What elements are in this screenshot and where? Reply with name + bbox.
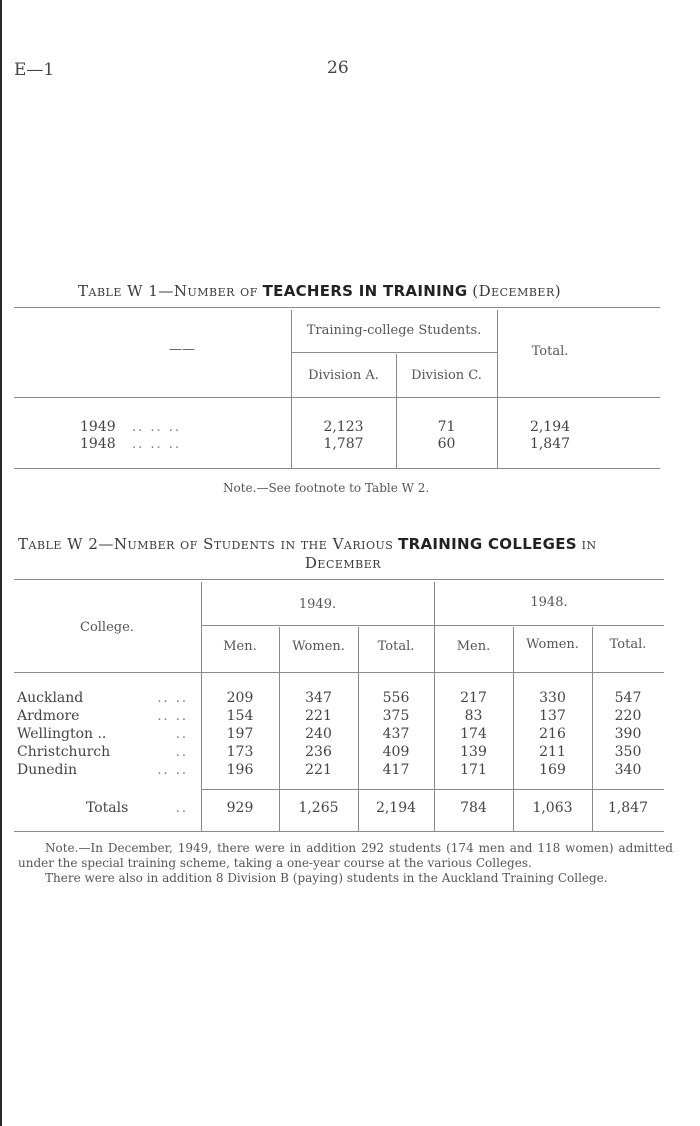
table-w1-title-bold: TEACHERS IN TRAINING: [262, 282, 468, 300]
table-w2-col-men-1949: Men.: [223, 639, 257, 654]
table-w2-col-women-1949: Women.: [292, 639, 345, 654]
table-w2-cell: 390: [614, 726, 642, 742]
table-w1-bottom-rule: [14, 468, 660, 469]
table-w2-note-1: Note.—In December, 1949, there were in addition 292 students (174 men and 118 women) admitted under the special training scheme, taking a one-year course at the various Colleges.: [18, 841, 673, 870]
table-w1-cell-total: 1,847: [529, 436, 571, 452]
table-w2-row-dots: ..: [175, 745, 188, 760]
table-w2-cell: 221: [305, 708, 332, 724]
table-w1-group-header: Training-college Students.: [306, 323, 482, 338]
table-w2-cell: 240: [305, 726, 332, 742]
table-w2-row-dots: ..: [175, 727, 188, 742]
table-w2-cell: 417: [382, 762, 410, 778]
table-w2-cell: 174: [460, 726, 487, 742]
table-w2-totals-dots: ..: [175, 801, 188, 816]
table-w2-totals-label: Totals: [86, 800, 129, 816]
table-w2-divider: [434, 582, 435, 831]
table-w2-title: [18, 535, 668, 573]
table-w1-title: [78, 282, 561, 300]
table-w1-cell-division-c: 71: [437, 419, 456, 435]
table-w2-top-rule: [14, 579, 664, 580]
table-w2-cell: 154: [226, 708, 254, 724]
table-w2-row-college: Ardmore: [17, 708, 80, 724]
table-w2-cell: 196: [226, 762, 254, 778]
table-w2-cell: 209: [226, 690, 254, 706]
table-w2-total-cell: 1,847: [607, 800, 649, 816]
table-w2-title-prefix: Table W 2—Number of Students in the Various: [18, 535, 394, 553]
table-w1-cell-division-c: 60: [437, 436, 456, 452]
table-w2-total-cell: 929: [226, 800, 254, 816]
table-w2-cell: 330: [539, 690, 566, 706]
table-w2-title-suffix: in: [581, 535, 597, 553]
table-w2-cell: 409: [382, 744, 410, 760]
table-w2-row-college: Christchurch: [17, 744, 111, 760]
table-w2-year-rule: [201, 625, 664, 626]
table-w2-cell: 197: [226, 726, 254, 742]
table-w2-total-cell: 1,063: [532, 800, 573, 816]
table-w2-col-total-1948: Total.: [609, 637, 647, 652]
table-w2-bottom-rule: [14, 831, 664, 832]
table-w1-row-year: 1949: [80, 419, 116, 435]
table-w2-notes: [18, 841, 673, 886]
table-w1-title-prefix: Table W 1—Number of: [78, 282, 258, 300]
table-w1-top-rule: [14, 307, 660, 308]
table-w2-cell: 220: [614, 708, 642, 724]
table-w2-col-total-1949: Total.: [377, 639, 415, 654]
table-w2-cell: 340: [614, 762, 642, 778]
table-w2-row-dots: .. ..: [157, 709, 188, 724]
table-w1-title-suffix: (December): [472, 282, 562, 300]
table-w1-stub-header: ——: [169, 342, 195, 357]
table-w2-year-1949: 1949.: [298, 597, 337, 612]
table-w1-header-rule: [14, 397, 660, 398]
table-w2-cell: 137: [539, 708, 566, 724]
table-w2-title-line2: December: [304, 554, 382, 572]
table-w2-row-dots: .. ..: [157, 763, 188, 778]
table-w1-cell-division-a: 1,787: [323, 436, 364, 452]
table-w2-total-cell: 2,194: [375, 800, 417, 816]
table-w1-group-rule: [291, 352, 497, 353]
table-w2-cell: 211: [539, 744, 566, 760]
table-w2-stub-header: College.: [80, 620, 134, 635]
table-w2-title-bold: TRAINING COLLEGES: [398, 535, 577, 553]
table-w2-note-2: There were also in addition 8 Division B (paying) students in the Auckland Training College.: [45, 871, 608, 885]
table-w1-cell-division-a: 2,123: [323, 419, 364, 435]
table-w2-cell: 347: [305, 690, 332, 706]
table-w2-col-men-1948: Men.: [456, 639, 491, 654]
table-w2-cell: 547: [614, 690, 642, 706]
table-w2-cell: 236: [305, 744, 332, 760]
table-w2-year-1948: 1948.: [530, 595, 568, 610]
table-w2-cell: 437: [382, 726, 410, 742]
table-w1-cell-total: 2,194: [529, 419, 571, 435]
table-w2-header-rule: [14, 672, 664, 673]
table-w2-cell: 171: [460, 762, 487, 778]
table-w2-row-dots: .. ..: [157, 691, 188, 706]
table-w2-divider: [201, 582, 202, 831]
table-w2-cell: 375: [382, 708, 410, 724]
table-w2-cell: 216: [539, 726, 566, 742]
table-w2-row-college: Dunedin: [17, 762, 77, 778]
table-w2-cell: 139: [460, 744, 487, 760]
table-w2-total-cell: 1,265: [298, 800, 339, 816]
table-w1-col-division-c: Division C.: [411, 368, 482, 383]
table-w2-cell: 350: [614, 744, 642, 760]
table-w2-cell: 556: [382, 690, 410, 706]
table-w1-row-dots: .. .. ..: [132, 437, 182, 452]
table-w2-col-women-1948: Women.: [526, 637, 579, 652]
table-w2-row-college: Auckland: [17, 690, 84, 706]
table-w1-row-year: 1948: [80, 436, 116, 452]
table-w1-note: Note.—See footnote to Table W 2.: [223, 481, 430, 495]
page-number: 26: [327, 58, 349, 78]
page-left-edge: [0, 0, 2, 1126]
table-w1-row-dots: .. .. ..: [132, 420, 182, 435]
table-w2-cell: 217: [460, 690, 487, 706]
table-w2-cell: 169: [539, 762, 566, 778]
table-w1-col-division-a: Division A.: [308, 368, 379, 383]
table-w2-totals-rule: [201, 789, 664, 790]
table-w2-total-cell: 784: [460, 800, 487, 816]
table-w2-cell: 221: [305, 762, 332, 778]
table-w2-cell: 173: [226, 744, 254, 760]
section-code: E—1: [14, 60, 55, 80]
table-w1-col-total: Total.: [531, 344, 569, 359]
table-w2-row-college: Wellington ..: [17, 726, 107, 742]
table-w2-cell: 83: [464, 708, 483, 724]
